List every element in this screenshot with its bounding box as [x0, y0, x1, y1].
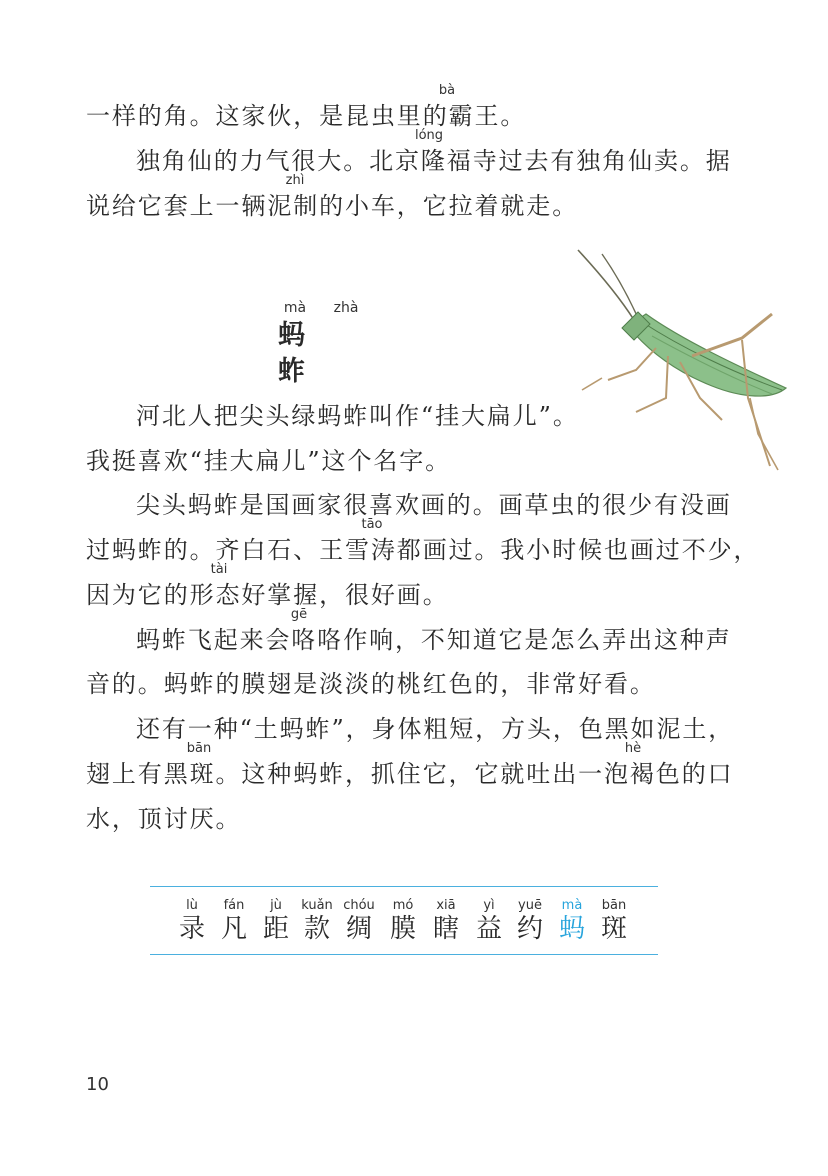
pinyin-annotation: bà — [438, 83, 456, 98]
vocab-pinyin: bān — [601, 898, 627, 913]
text-line — [0, 620, 828, 660]
vocab-pinyin: yì — [483, 898, 495, 913]
vocab-top-rule — [150, 886, 658, 887]
title-pinyin: mà — [283, 300, 307, 316]
vocab-pinyin: jù — [270, 898, 282, 913]
text-line — [0, 799, 828, 839]
vocab-char: 瞎 — [432, 914, 460, 944]
text-line — [0, 664, 828, 704]
section-title: 蚂 蚱 — [278, 320, 325, 387]
text-line — [0, 396, 828, 436]
vocab-char: 凡 — [220, 914, 248, 944]
text-line-content: 我挺喜欢“挂大扁儿”这个名字。 — [86, 447, 452, 475]
pinyin-annotation: lóng — [414, 128, 444, 143]
pinyin-annotation: gē — [290, 607, 308, 622]
pinyin-annotation: zhì — [285, 173, 305, 188]
vocab-pinyin: fán — [223, 898, 245, 913]
text-line-content: 尖头蚂蚱是国画家很喜欢画的。画草虫的很少有没画 — [136, 491, 732, 519]
vocab-pinyin: chóu — [343, 898, 375, 913]
vocab-pinyin: xiā — [436, 898, 456, 913]
page-number: 10 — [86, 1074, 109, 1095]
pinyin-annotation: tài — [210, 562, 228, 577]
vocab-pinyin: kuǎn — [301, 898, 333, 913]
text-line — [0, 186, 828, 226]
vocab-char: 约 — [516, 914, 544, 944]
vocab-char: 绸 — [345, 914, 373, 944]
vocab-pinyin-highlighted: mà — [561, 898, 583, 913]
text-line-content: 水，顶讨厌。 — [86, 805, 242, 833]
vocab-char: 距 — [262, 914, 290, 944]
text-line-content: 蚂蚱飞起来会咯咯作响，不知道它是怎么弄出这种声 — [136, 626, 732, 654]
text-line-content: 翅上有黑斑。这种蚂蚱，抓住它，它就吐出一泡褐色的口 — [86, 760, 734, 788]
text-line-content: 因为它的形态好掌握，很好画。 — [86, 581, 449, 609]
text-line-content: 说给它套上一辆泥制的小车，它拉着就走。 — [86, 192, 579, 220]
vocab-char: 款 — [303, 914, 331, 944]
vocab-pinyin: yuē — [518, 898, 542, 913]
text-line-content: 音的。蚂蚱的膜翅是淡淡的桃红色的，非常好看。 — [86, 670, 656, 698]
vocab-char: 益 — [475, 914, 503, 944]
vocab-bottom-rule — [150, 954, 658, 955]
vocab-char-highlighted: 蚂 — [558, 914, 586, 944]
text-line — [0, 441, 828, 481]
text-line-content: 还有一种“土蚂蚱”，身体粗短，方头，色黑如泥土， — [136, 715, 735, 743]
pinyin-annotation: hè — [624, 741, 642, 756]
vocab-char: 录 — [178, 914, 206, 944]
pinyin-annotation: tāo — [361, 517, 383, 532]
vocab-pinyin: lù — [186, 898, 198, 913]
text-line — [0, 530, 828, 570]
vocab-pinyin: mó — [392, 898, 414, 913]
text-line — [0, 709, 828, 749]
vocab-char: 膜 — [389, 914, 417, 944]
vocab-char: 斑 — [600, 914, 628, 944]
text-line-content: 一样的角。这家伙，是昆虫里的霸王。 — [86, 102, 527, 130]
pinyin-annotation: bān — [186, 741, 212, 756]
text-line-content: 河北人把尖头绿蚂蚱叫作“挂大扁儿”。 — [136, 402, 579, 430]
text-line — [0, 141, 828, 181]
text-line — [0, 575, 828, 615]
text-line — [0, 485, 828, 525]
text-line-content: 独角仙的力气很大。北京隆福寺过去有独角仙卖。据 — [136, 147, 732, 175]
title-pinyin: zhà — [333, 300, 359, 316]
text-line — [0, 754, 828, 794]
text-line-content: 过蚂蚱的。齐白石、王雪涛都画过。我小时候也画过不少， — [86, 536, 760, 564]
